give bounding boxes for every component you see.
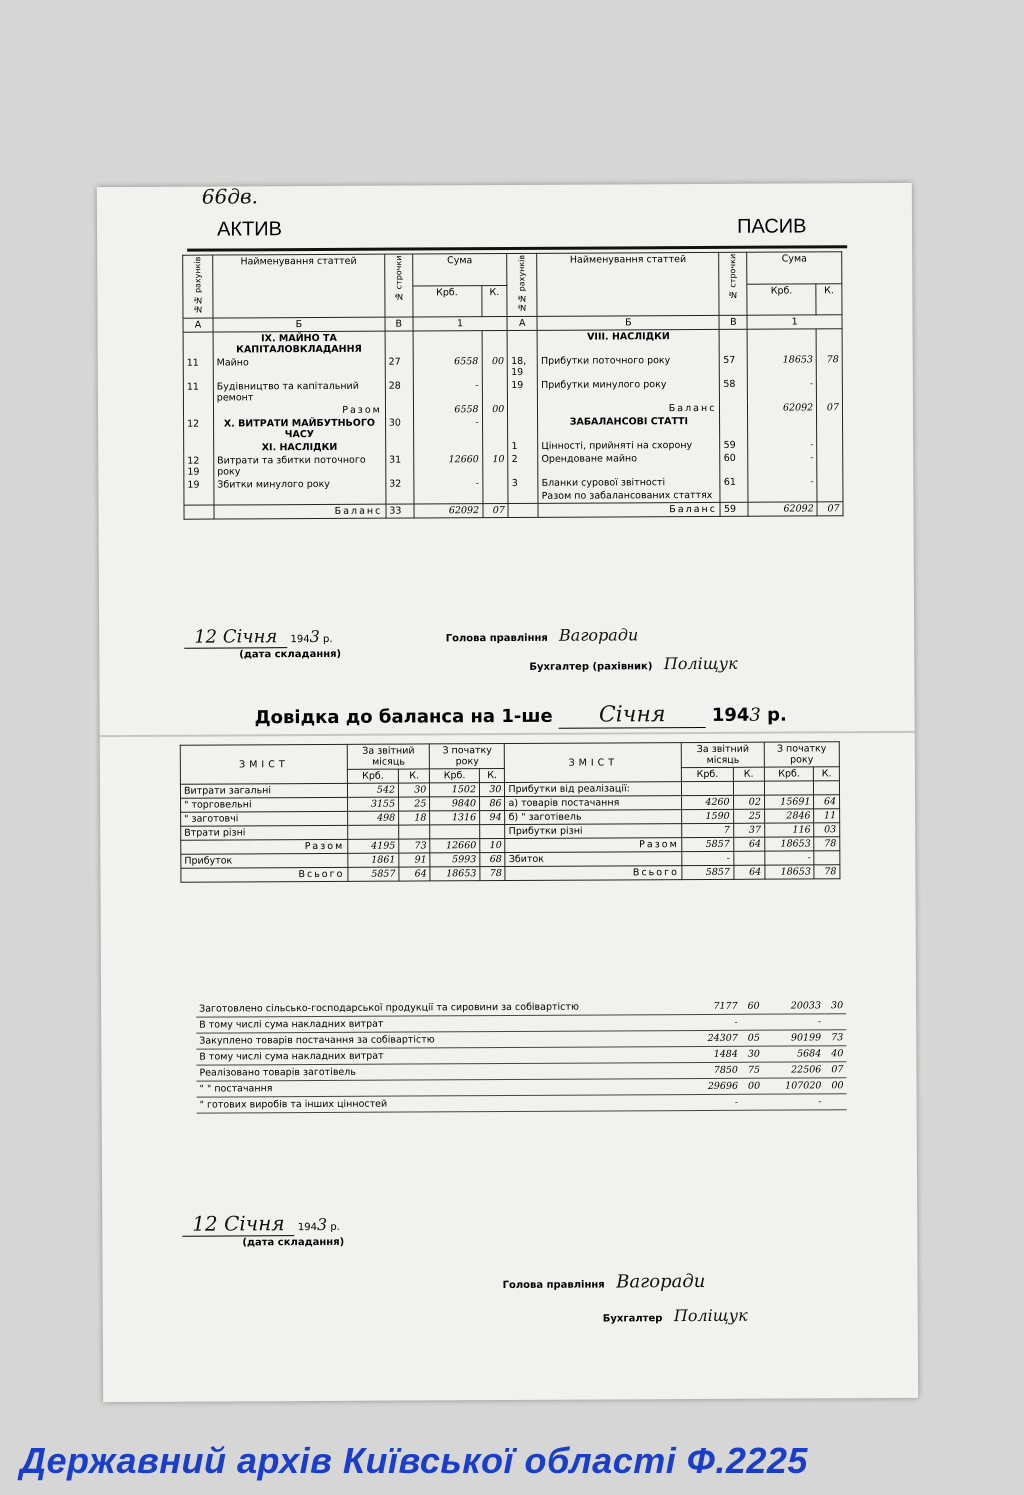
archive-caption: Державний архів Київської області Ф.2225	[20, 1440, 808, 1481]
date-caption: (дата складання)	[239, 648, 342, 661]
dov-zbytok: Збиток	[505, 852, 682, 867]
section-x-krb: -	[413, 416, 482, 440]
date-hand: 12 Січня	[184, 626, 287, 649]
row-name: Витрати та збитки поточного року	[214, 454, 386, 479]
dov-right-a: 1590	[682, 809, 733, 823]
extra-a: -	[685, 1094, 741, 1110]
extra-a: 1484	[685, 1046, 741, 1062]
document-sheet	[97, 183, 918, 1402]
extra-ak: 05	[741, 1030, 763, 1046]
extra-b: 22506	[763, 1062, 824, 1078]
dov-prybutok-a: 1861	[348, 853, 399, 867]
k-h: К.	[814, 767, 840, 781]
row-krb-r: 18653	[747, 353, 816, 377]
row-k-r	[817, 377, 843, 401]
dov-right-b	[764, 781, 814, 795]
row-line-r: 58	[720, 378, 748, 402]
col-line-no: № строчки	[393, 255, 404, 301]
year-print-2: 194	[297, 1222, 317, 1234]
row-name-r: Прибутки поточного року	[537, 354, 719, 379]
z-pochatku-header-r: З початку року	[764, 742, 839, 767]
row-krb: -	[413, 477, 482, 490]
zab-krb: -	[748, 438, 817, 451]
dov-zbytok-ak	[733, 851, 764, 865]
row-name: Будівництво та капітальний ремонт	[213, 380, 385, 405]
dov-right-ak: 25	[733, 809, 764, 823]
extra-name: В тому числі сума накладних витрат	[196, 1015, 684, 1034]
extra-name: Реалізовано товарів заготівель	[196, 1063, 684, 1082]
dov-right-b: 116	[764, 823, 814, 837]
extra-bk: 40	[824, 1046, 846, 1062]
zab-acc: 2	[508, 453, 538, 477]
col-k-r: К.	[816, 283, 842, 315]
extra-bk	[824, 1094, 846, 1110]
letter-v: В	[385, 317, 413, 331]
extra-b: -	[763, 1014, 824, 1030]
dov-right-vsogo-ak: 64	[733, 865, 764, 879]
k-h: К.	[479, 769, 505, 783]
zab-line: 61	[720, 476, 748, 489]
section-x-line: 30	[385, 416, 413, 440]
dov-left-b	[430, 825, 480, 839]
dov-left-vsogo-bk: 78	[480, 867, 506, 881]
zab-acc: 1	[508, 440, 538, 453]
dov-right-a: 4260	[682, 795, 733, 809]
col-name-r: Найменування статтей	[537, 252, 720, 316]
dov-left-ak: 30	[399, 783, 430, 797]
additional-rows	[196, 998, 847, 1113]
krb-h: Крб.	[430, 769, 480, 783]
balans-k: 07	[483, 503, 509, 517]
dovidka-title	[255, 702, 787, 730]
dovidka-year-hand: 3	[749, 704, 761, 726]
row-acc: 11	[183, 357, 213, 381]
zab-krb: -	[748, 475, 817, 488]
balans2-label: Баланс	[538, 502, 720, 517]
letter-a-r: А	[507, 316, 537, 330]
dov-left-razom-b: 12660	[430, 839, 480, 853]
dov-right-bk: 64	[814, 795, 840, 809]
row-k-r: 78	[816, 353, 842, 377]
section-x-title: X. ВИТРАТИ МАЙБУТНЬОГО ЧАСУ	[213, 417, 385, 442]
dov-left-ak: 25	[399, 797, 430, 811]
dov-left-bk: 30	[479, 783, 505, 797]
extra-bk: 00	[824, 1078, 846, 1094]
extra-bk: 73	[824, 1030, 846, 1046]
extra-name: Закуплено товарів постачання за собівартістю	[196, 1031, 684, 1050]
row-krb: 6558	[413, 355, 482, 379]
dov-left-vsogo: Всього	[181, 867, 348, 882]
row-k	[482, 477, 508, 490]
dov-left-a	[348, 825, 399, 839]
razom-label: Разом	[213, 404, 385, 418]
extra-a: 29696	[685, 1078, 741, 1094]
dov-right-vsogo-a: 5857	[682, 865, 733, 879]
col-suma: Сума	[412, 253, 507, 285]
dov-right-ak: 02	[733, 795, 764, 809]
dov-left-a: 542	[347, 783, 398, 797]
dov-prybutok-ak: 91	[399, 853, 430, 867]
col-account-no-r: №№ рахунків	[517, 254, 527, 312]
section-ix-title: IX. МАЙНО ТА КАПІТАЛОВКЛАДАННЯ	[213, 331, 385, 356]
extra-name: Заготовлено сільсько-господарської продукції та сировини за собівартістю	[196, 999, 684, 1017]
dov-right-name: а) товарів постачання	[505, 796, 682, 811]
year-hand: 3	[309, 626, 320, 647]
dov-left-b: 9840	[430, 797, 480, 811]
col-account-no: №№ рахунків	[193, 256, 203, 314]
dov-left-vsogo-ak: 64	[399, 867, 430, 881]
extra-ak	[741, 1094, 763, 1110]
letter-1: 1	[413, 316, 508, 330]
za-zvitnyi-header: За звітний місяць	[347, 744, 429, 769]
accountant-signature-2: Поліщук	[673, 1305, 748, 1326]
dov-right-ak	[733, 781, 764, 795]
dovidka-prefix: Довідка до баланса на 1-ше	[254, 705, 553, 729]
balans-krb-r: 62092	[748, 401, 817, 414]
extra-b: 20033	[763, 998, 824, 1014]
zab-name: Разом по забалансованих статтях	[538, 489, 720, 503]
balans-label: Баланс	[214, 504, 386, 519]
dov-right-bk	[814, 781, 840, 795]
row-krb: -	[413, 379, 482, 403]
row-line: 32	[386, 477, 414, 490]
dov-right-b: 2846	[764, 809, 814, 823]
dovidka-year: 194	[711, 704, 750, 726]
date-caption-2: (дата складання)	[242, 1236, 345, 1249]
signature-block-1	[184, 623, 844, 675]
zab-line: 60	[720, 452, 748, 476]
row-acc: 11	[183, 381, 213, 405]
extra-a: 7850	[685, 1062, 741, 1078]
dov-left-name: Втрати різні	[181, 825, 348, 840]
dov-left-bk	[480, 825, 506, 839]
dov-right-razom-a: 5857	[682, 837, 733, 851]
dov-zbytok-bk	[814, 851, 840, 865]
col-k: К.	[481, 285, 507, 317]
dov-right-razom-bk: 78	[814, 837, 840, 851]
dov-left-vsogo-b: 18653	[430, 867, 480, 881]
krb-h: Крб.	[764, 767, 814, 781]
dov-zbytok-b: -	[765, 851, 815, 865]
zmist-header-r: ЗМІСТ	[505, 743, 682, 783]
balans-label-r: Баланс	[538, 402, 720, 416]
section-x-acc: 12	[184, 418, 214, 442]
extra-name: " " постачання	[197, 1079, 685, 1098]
extra-ak: 00	[741, 1078, 763, 1094]
extra-ak: 75	[741, 1062, 763, 1078]
dov-right-name: Прибутки від реалізації:	[505, 782, 682, 797]
dov-prybutok: Прибуток	[181, 853, 348, 868]
balance-table	[182, 251, 843, 519]
dov-left-name: " торговельні	[181, 797, 348, 812]
balans2-line: 59	[720, 502, 748, 516]
year-hand-2: 3	[316, 1214, 328, 1235]
col-krb-r: Крб.	[747, 283, 816, 315]
dov-left-razom-a: 4195	[348, 839, 399, 853]
head-label: Голова правління	[445, 632, 548, 645]
extra-a: -	[684, 1014, 740, 1030]
extra-a: 7177	[684, 999, 740, 1015]
k-h: К.	[398, 769, 429, 783]
krb-h: Крб.	[347, 769, 398, 783]
dov-right-b: 15691	[764, 795, 814, 809]
date-hand-2: 12 Січня	[182, 1211, 295, 1237]
section-xi-title: XI. НАСЛІДКИ	[214, 441, 386, 455]
dov-left-a: 3155	[348, 797, 399, 811]
signature-block-2	[182, 1208, 843, 1327]
row-name-r: Прибутки минулого року	[538, 378, 720, 403]
z-pochatku-header: З початку року	[430, 744, 505, 769]
head-label-2: Голова правління	[502, 1279, 605, 1292]
dov-right-bk: 03	[814, 823, 840, 837]
row-acc-r: 18, 19	[508, 355, 538, 379]
extra-b: 107020	[763, 1078, 824, 1094]
zab-name: Цінності, прийняті на схорону	[538, 439, 720, 453]
balans2-krb: 62092	[748, 502, 817, 516]
dov-left-a: 498	[348, 811, 399, 825]
letter-v-r: В	[719, 315, 747, 329]
dov-right-vsogo-bk: 78	[814, 865, 840, 879]
dov-right-razom-b: 18653	[765, 837, 815, 851]
dov-prybutok-b: 5993	[430, 853, 480, 867]
col-krb: Крб.	[412, 285, 481, 317]
dov-left-bk: 86	[480, 797, 506, 811]
row-line: 31	[386, 453, 414, 477]
extra-ak: 30	[741, 1046, 763, 1062]
row-k: 00	[482, 355, 508, 379]
dov-prybutok-bk: 68	[480, 853, 506, 867]
dov-right-razom-ak: 64	[733, 837, 764, 851]
dov-zbytok-a: -	[682, 851, 733, 865]
razom-krb: 6558	[413, 403, 482, 416]
zab-krb: -	[748, 451, 817, 475]
dov-left-razom-ak: 73	[399, 839, 430, 853]
letter-a: А	[183, 318, 213, 332]
krb-h: Крб.	[682, 767, 733, 781]
extra-b: 90199	[763, 1030, 824, 1046]
accountant-signature: Поліщук	[663, 653, 738, 674]
extra-ak: 60	[741, 999, 763, 1015]
dov-left-b: 1316	[430, 811, 480, 825]
row-name: Майно	[213, 356, 385, 381]
section-viii-title: VIII. НАСЛІДКИ	[537, 329, 719, 354]
dov-right-name: б) " заготівель	[505, 810, 682, 825]
extra-bk: 30	[824, 998, 846, 1014]
corner-note: 66дв.	[201, 184, 259, 209]
extra-bk: 07	[824, 1062, 846, 1078]
row-line: 28	[385, 379, 413, 403]
row-acc: 19	[184, 479, 214, 492]
row-k: 10	[482, 453, 508, 477]
balans2-k: 07	[817, 502, 843, 516]
dov-left-name: " заготовчі	[181, 811, 348, 826]
balans-krb: 62092	[414, 504, 483, 518]
pasyv-header: ПАСИВ	[736, 215, 807, 238]
extra-b: -	[763, 1094, 824, 1110]
dovidka-month: Січня	[559, 702, 706, 729]
accountant-label-2: Бухгалтер	[602, 1313, 663, 1325]
zab-name: Орендоване майно	[538, 452, 720, 477]
dov-right-vsogo-b: 18653	[765, 865, 815, 879]
zab-line: 59	[720, 439, 748, 452]
za-zvitnyi-header-r: За звітний місяць	[682, 742, 764, 767]
header-rule	[187, 245, 847, 251]
dov-left-bk: 94	[480, 811, 506, 825]
zab-name: Бланки сурової звітності	[538, 476, 720, 490]
zmist-header: ЗМІСТ	[180, 744, 347, 784]
row-line-r: 57	[720, 354, 748, 378]
row-krb-r: -	[748, 377, 817, 401]
accountant-label: Бухгалтер (рахівник)	[529, 661, 653, 673]
extra-name: " готових виробів та інших цінностей	[197, 1095, 685, 1114]
k-h: К.	[733, 767, 764, 781]
row-krb: 12660	[413, 453, 482, 477]
extra-b: 5684	[763, 1046, 824, 1062]
dov-right-razom: Разом	[505, 838, 682, 853]
zabalansovi-title: ЗАБАЛАНСОВІ СТАТТІ	[538, 415, 720, 440]
col-suma-r: Сума	[747, 252, 842, 284]
dovidka-r: р.	[767, 704, 787, 726]
letter-b-r: Б	[537, 315, 719, 330]
dov-left-name: Витрати загальні	[180, 783, 347, 798]
row-acc: 12 19	[184, 455, 214, 479]
dov-right-bk: 11	[814, 809, 840, 823]
zab-acc: 3	[508, 477, 538, 490]
extra-ak	[741, 1014, 763, 1030]
col-name: Найменування статтей	[213, 254, 385, 318]
extra-bk	[824, 1014, 846, 1030]
row-line: 27	[385, 355, 413, 379]
balans-line: 33	[386, 504, 414, 518]
row-acc-r: 19	[508, 379, 538, 403]
head-signature: Вагоради	[558, 625, 639, 645]
dov-right-name: Прибутки різні	[505, 824, 682, 839]
row-name: Збитки минулого року	[214, 478, 386, 492]
year-r: р.	[322, 633, 333, 645]
year-r-2: р.	[330, 1221, 340, 1233]
dov-right-a	[682, 781, 733, 795]
dovidka-table	[180, 741, 841, 882]
dov-left-ak: 18	[399, 811, 430, 825]
paper-fold	[100, 731, 915, 737]
extra-a: 24307	[684, 1030, 740, 1046]
balans-k-r: 07	[817, 401, 843, 414]
dov-left-ak	[399, 825, 430, 839]
row-k	[482, 379, 508, 403]
razom-k: 00	[482, 403, 508, 416]
dov-left-b: 1502	[430, 783, 480, 797]
dov-left-razom: Разом	[181, 839, 348, 854]
extra-name: В тому числі сума накладних витрат	[196, 1047, 684, 1066]
letter-1-r: 1	[747, 315, 842, 329]
dov-left-razom-bk: 10	[480, 839, 506, 853]
col-line-no-r: № строчки	[728, 253, 738, 300]
dov-right-ak: 37	[733, 823, 764, 837]
dov-right-a: 7	[682, 823, 733, 837]
dov-left-vsogo-a: 5857	[348, 867, 399, 881]
aktyv-header: АКТИВ	[216, 218, 283, 241]
year-print: 194	[290, 634, 310, 646]
head-signature-2: Вагоради	[616, 1270, 706, 1293]
dov-right-vsogo: Всього	[505, 866, 682, 881]
letter-b: Б	[213, 317, 385, 332]
